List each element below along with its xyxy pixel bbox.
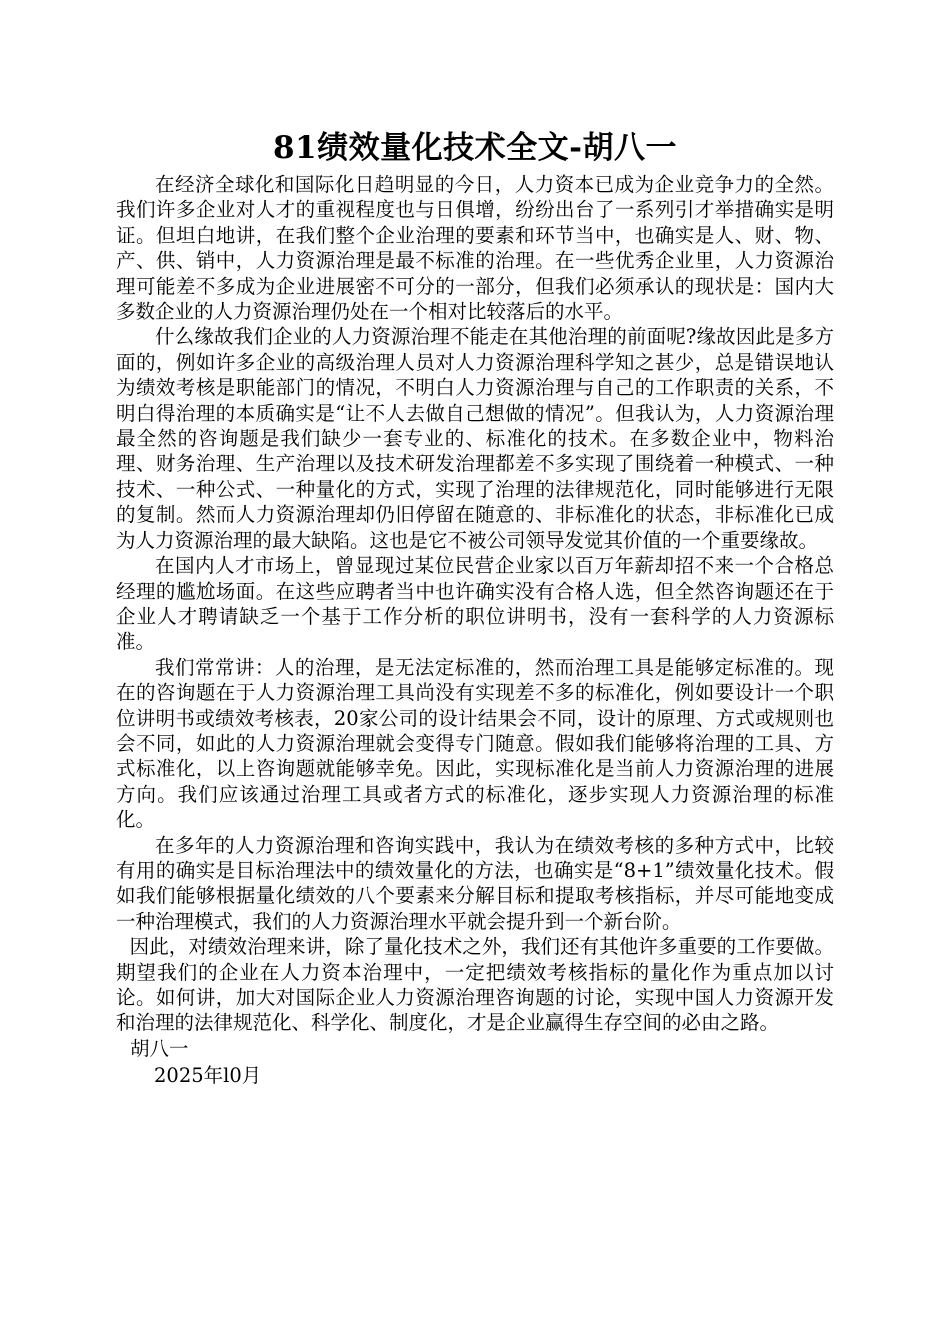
body-paragraph-2: 什么缘故我们企业的人力资源治理不能走在其他治理的前面呢?缘故因此是多方面的，例如许多企业的高级治理人员对人力资源治理科学知之甚少，总是错误地认为绩效考核是职能部门的情况，不明白人力资源治理与自己的工作职责的关系，不明白得治理的本质确实是“让不人去做自己想做的情况”。但我认为，人力资源治理最全然的咨询题是我们缺少一套专业的、标准化的技术。在多数企业中，物料治理、财务治理、生产治理以及技术研发治理都差不多实现了围绕着一种模式、一种技术、一种公式、一种量化的方式，实现了治理的法律规范化，同时能够进行无限的复制。然而人力资源治理却仍旧停留在随意的、非标准化的状态，非标准化已成为人力资源治理的最大缺陷。这也是它不被公司领导发觉其价值的一个重要缘故。 <box>116 325 834 552</box>
document-body <box>116 172 834 1089</box>
body-paragraph-5: 在多年的人力资源治理和咨询实践中，我认为在绩效考核的多种方式中，比较有用的确实是目标治理法中的绩效量化的方法，也确实是“8+1”绩效量化技术。假如我们能够根据量化绩效的八个要素来分解目标和提取考核指标，并尽可能地变成一种治理模式，我们的人力资源治理水平就会提升到一个新台阶。 <box>116 833 834 933</box>
body-paragraph-4: 我们常常讲：人的治理，是无法定标准的，然而治理工具是能够定标准的。现在的咨询题在于人力资源治理工具尚没有实现差不多的标准化，例如要设计一个职位讲明书或绩效考核表，20家公司的设计结果会不同，设计的原理、方式或规则也会不同，如此的人力资源治理就会变得专门随意。假如我们能够将治理的工具、方式标准化，以上咨询题就能够幸免。因此，实现标准化是当前人力资源治理的进展方向。我们应该通过治理工具或者方式的标准化，逐步实现人力资源治理的标准化。 <box>116 655 834 832</box>
body-paragraph-6: 因此，对绩效治理来讲，除了量化技术之外，我们还有其他许多重要的工作要做。期望我们的企业在人力资本治理中，一定把绩效考核指标的量化作为重点加以讨论。如何讲，加大对国际企业人力资源治理咨询题的讨论，实现中国人力资源开发和治理的法律规范化、科学化、制度化，才是企业赢得生存空间的必由之路。 <box>116 935 834 1035</box>
body-paragraph-3: 在国内人才市场上，曾显现过某位民营企业家以百万年薪却招不来一个合格总经理的尴尬场面。在这些应聘者当中也许确实没有合格人选，但全然咨询题还在于企业人才聘请缺乏一个基于工作分析的职位讲明书，没有一套科学的人力资源标准。 <box>116 554 834 654</box>
author-signature: 胡八一 <box>130 1036 189 1060</box>
document-date: 2025年l0月 <box>154 1064 262 1088</box>
document-title: 81绩效量化技术全文-胡八一 <box>272 130 677 166</box>
body-paragraph-1: 在经济全球化和国际化日趋明显的今日，人力资本已成为企业竞争力的全然。我们许多企业对人才的重视程度也与日俱增，纷纷出台了一系列引才举措确实是明证。但坦白地讲，在我们整个企业治理的要素和环节当中，也确实是人、财、物、产、供、销中，人力资源治理是最不标准的治理。在一些优秀企业里，人力资源治理可能差不多成为企业进展密不可分的一部分，但我们必须承认的现状是：国内大多数企业的人力资源治理仍处在一个相对比较落后的水平。 <box>116 173 834 324</box>
